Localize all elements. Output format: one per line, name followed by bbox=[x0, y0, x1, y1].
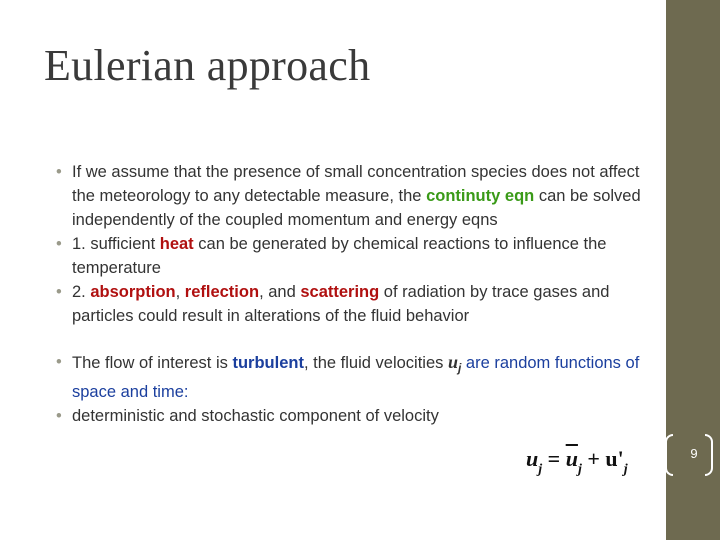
bullet-item bbox=[56, 160, 666, 232]
bullet-text: deterministic and stochastic component of velocity bbox=[72, 407, 439, 425]
bullet-text: can be solved independently of the coupled momentum and energy eqns bbox=[72, 187, 641, 229]
bullet-dot-icon: • bbox=[56, 163, 62, 181]
velocity-variable: u bbox=[447, 352, 458, 372]
equation-plus: + bbox=[581, 446, 606, 471]
bullet-text: can be generated by chemical reactions to influence the temperature bbox=[72, 235, 607, 277]
bullet-text: , the fluid velocities bbox=[303, 354, 448, 372]
equation-mean-term: $\overline{u}$ bbox=[565, 446, 578, 471]
equation-equals: = bbox=[542, 446, 566, 471]
bullet-item bbox=[56, 232, 666, 280]
highlight-scattering: scattering bbox=[300, 283, 380, 301]
velocity-decomposition-equation bbox=[526, 446, 628, 478]
bullet-dot-icon: • bbox=[56, 407, 62, 425]
bullet-text: The flow of interest is bbox=[72, 354, 233, 372]
highlight-heat: heat bbox=[159, 235, 194, 253]
bullet-item bbox=[56, 404, 666, 428]
equation-lhs-subscript: j bbox=[538, 462, 543, 477]
bullet-item bbox=[56, 280, 666, 328]
page-number: 9 bbox=[690, 446, 698, 461]
highlight-reflection: reflection bbox=[184, 283, 260, 301]
highlight-absorption: absorption bbox=[90, 283, 176, 301]
spacer bbox=[56, 328, 666, 350]
bullet-text: of radiation by trace gases and particles could result in alterations of the fluid behavior bbox=[72, 283, 610, 325]
bullet-item bbox=[56, 350, 666, 404]
bullet-text: 1. sufficient bbox=[72, 235, 160, 253]
bullet-text: If we assume that the presence of small concentration species does not affect the meteorology to any detectable measure, the bbox=[72, 163, 640, 205]
equation-mean-subscript: j bbox=[577, 462, 582, 477]
slide-title: Eulerian approach bbox=[44, 41, 371, 90]
bullet-text: 2. bbox=[72, 283, 91, 301]
equation-lhs: u bbox=[526, 446, 539, 471]
bullet-dot-icon: • bbox=[56, 235, 62, 253]
bullet-text: , bbox=[175, 283, 185, 301]
velocity-subscript: j bbox=[458, 361, 462, 375]
highlight-continuity-eqn: continuty eqn bbox=[426, 187, 535, 205]
bullet-text: , and bbox=[259, 283, 301, 301]
bullet-dot-icon: • bbox=[56, 353, 62, 371]
bullet-text: are random functions of space and time: bbox=[72, 354, 640, 401]
equation-fluctuation-subscript: j bbox=[623, 462, 628, 477]
highlight-turbulent: turbulent bbox=[232, 354, 304, 372]
bullet-dot-icon: • bbox=[56, 283, 62, 301]
slide-content bbox=[56, 160, 666, 428]
equation-fluctuation-term: u' bbox=[605, 446, 624, 471]
